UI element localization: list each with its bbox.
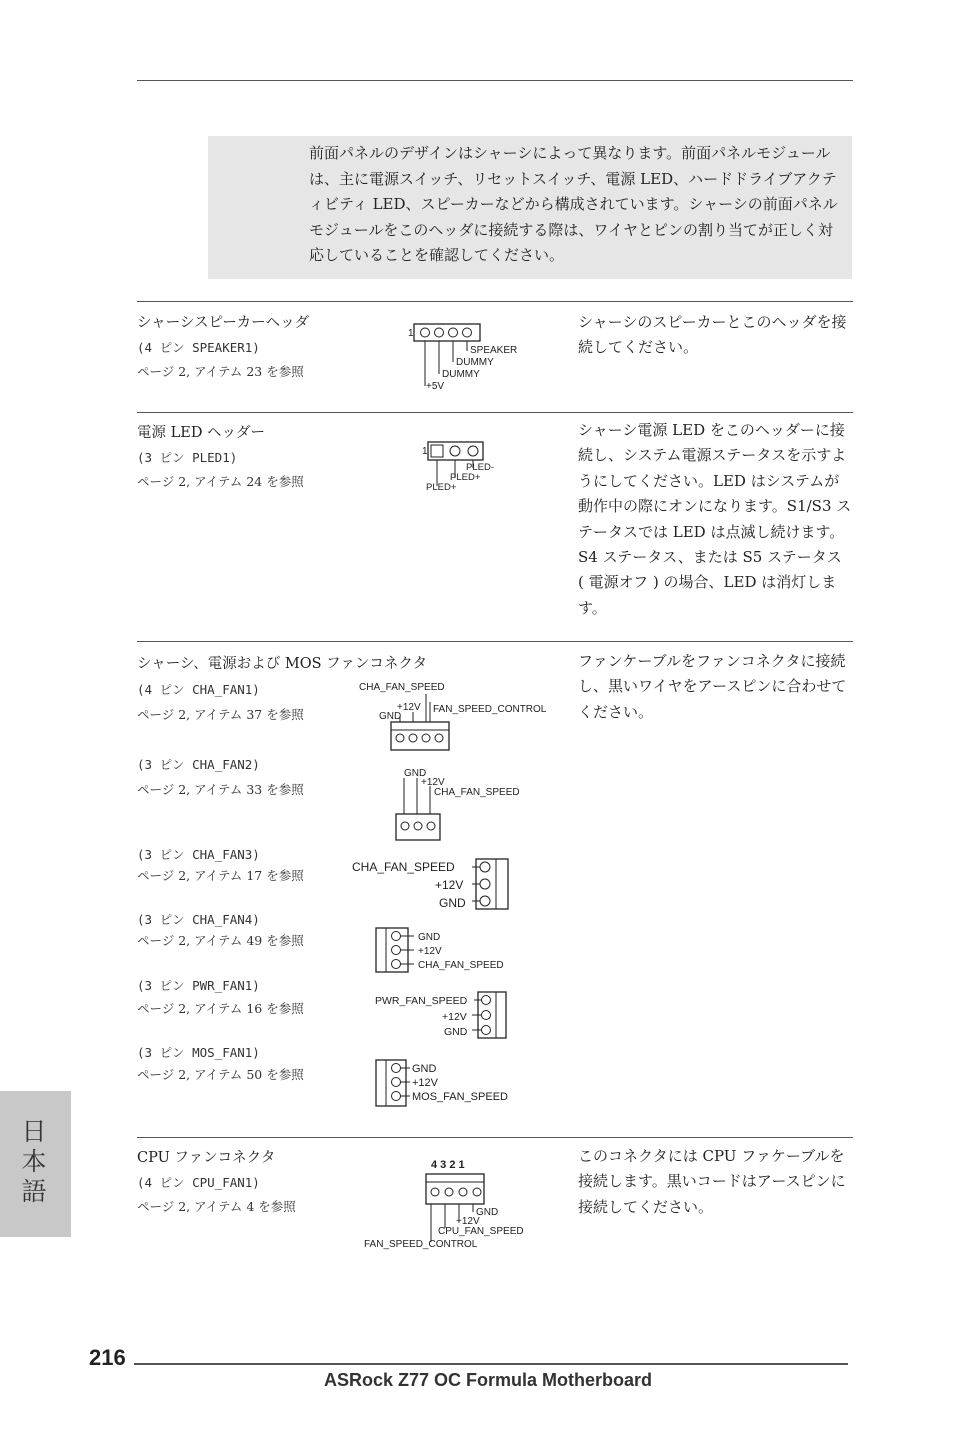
speaker-pin-label: DUMMY xyxy=(456,357,494,368)
section-rule-fans xyxy=(137,641,853,642)
cpu-ref: ページ 2, アイテム 4 を参照 xyxy=(137,1199,296,1214)
top-rule xyxy=(137,80,853,81)
section-rule-pled xyxy=(137,412,853,413)
speaker-pin-label: +5V xyxy=(426,381,445,392)
speaker-title: シャーシスピーカーヘッダ xyxy=(137,315,310,331)
fan-pin-label: +12V xyxy=(418,946,442,957)
speaker-pin-label: DUMMY xyxy=(442,369,480,380)
pwr-fan1-sub: (3 ピン PWR_FAN1) xyxy=(137,978,260,993)
page-number: 216 xyxy=(89,1345,126,1370)
fan-pin-label: FAN_SPEED_CONTROL xyxy=(433,704,547,715)
fan-pin-label: CHA_FAN_SPEED xyxy=(434,787,520,798)
cha-fan2-diagram xyxy=(390,764,540,846)
pled-title: 電源 LED ヘッダー xyxy=(137,425,266,441)
note-text: 前面パネルのデザインはシャーシによって異なります。前面パネルモジュールは、主に電源スイッチ、リセットスイッチ、電源 LED、ハードドライブアクティビティ LED、スピーカーなどから構成されています。シャーシの前面パネルモジュールをこのヘッダに接続する際は、ワイヤとピンの割り当てが正しく対応していることを確認してください。 xyxy=(309,144,838,264)
cha-fan1-ref: ページ 2, アイテム 37 を参照 xyxy=(137,707,304,722)
fan-pin-label: GND xyxy=(412,1063,437,1075)
speaker-header-diagram xyxy=(400,315,530,397)
pled-pin-label: PLED+ xyxy=(450,472,481,483)
language-tab-label: 日本語 xyxy=(21,1117,47,1206)
pwr-fan1-diagram xyxy=(372,990,512,1042)
cpu-pin-numbers: 4 3 2 1 xyxy=(431,1159,465,1171)
cha-fan4-sub: (3 ピン CHA_FAN4) xyxy=(137,912,260,927)
fan-pin-label: +12V xyxy=(421,777,445,788)
cpu-pin-label: FAN_SPEED_CONTROL xyxy=(364,1239,478,1250)
fan-pin-label: +12V xyxy=(435,878,464,892)
section-rule-cpu xyxy=(137,1137,853,1138)
section-rule-speaker xyxy=(137,301,853,302)
cpu-sub: (4 ピン CPU_FAN1) xyxy=(137,1175,260,1190)
footer-title: ASRock Z77 OC Formula Motherboard xyxy=(324,1370,653,1390)
fan-pin-label: +12V xyxy=(412,1077,438,1089)
fan-pin-label: +12V xyxy=(397,702,421,713)
pled-pin1-label: 1 xyxy=(422,446,428,457)
fan-pin-label: GND xyxy=(404,768,427,779)
cpu-fan-diagram xyxy=(360,1154,540,1252)
pled-sub: (3 ピン PLED1) xyxy=(137,450,238,465)
mos-fan1-diagram xyxy=(372,1058,522,1110)
fan-pin-label: GND xyxy=(439,896,466,910)
pled-pin-label: PLED+ xyxy=(426,482,457,493)
cha-fan1-diagram xyxy=(355,678,565,756)
cpu-desc: このコネクタには CPU ファケーブルを接続します。黒いコードはアースピンに接続してください。 xyxy=(578,1147,846,1216)
mos-fan1-ref: ページ 2, アイテム 50 を参照 xyxy=(137,1067,304,1082)
fans-title: シャーシ、電源および MOS ファンコネクタ xyxy=(137,656,428,672)
cha-fan3-sub: (3 ピン CHA_FAN3) xyxy=(137,847,260,862)
fan-pin-label: CHA_FAN_SPEED xyxy=(359,682,445,693)
fan-pin-label: GND xyxy=(379,711,402,722)
cha-fan2-ref: ページ 2, アイテム 33 を参照 xyxy=(137,782,304,797)
pled-desc: シャーシ電源 LED をこのヘッダーに接続し、システム電源ステータスを示すようにしてください。LED はシステムが動作中の際にオンになります。S1/S3 ステータスでは LED は点滅し続けます。S4 ステータス、または S5 ステータス ( 電源オフ ) の場合、LED は消灯します。 xyxy=(578,421,852,617)
pwr-fan1-ref: ページ 2, アイテム 16 を参照 xyxy=(137,1001,304,1016)
speaker-desc: シャーシのスピーカーとこのヘッダを接続してください。 xyxy=(578,313,847,357)
fan-pin-label: GND xyxy=(444,1026,468,1038)
cha-fan3-diagram xyxy=(350,855,520,915)
cha-fan4-diagram xyxy=(372,926,522,976)
cpu-title: CPU ファンコネクタ xyxy=(137,1150,276,1166)
speaker-ref: ページ 2, アイテム 23 を参照 xyxy=(137,364,304,379)
cpu-pin-label: CPU_FAN_SPEED xyxy=(438,1226,524,1237)
fan-pin-label: MOS_FAN_SPEED xyxy=(412,1091,508,1103)
pled-header-diagram xyxy=(418,436,528,496)
fan-pin-label: PWR_FAN_SPEED xyxy=(375,995,468,1007)
pled-pin-label: PLED- xyxy=(466,462,494,473)
footer-rule xyxy=(134,1363,848,1365)
cpu-pin-label: GND xyxy=(476,1207,499,1218)
speaker-pin1-label: 1 xyxy=(408,328,414,339)
mos-fan1-sub: (3 ピン MOS_FAN1) xyxy=(137,1045,260,1060)
fan-pin-label: CHA_FAN_SPEED xyxy=(352,860,455,874)
fan-pin-label: +12V xyxy=(442,1011,467,1023)
cpu-pin-label: +12V xyxy=(456,1216,480,1227)
cha-fan1-sub: (4 ピン CHA_FAN1) xyxy=(137,682,260,697)
cha-fan3-ref: ページ 2, アイテム 17 を参照 xyxy=(137,868,304,883)
speaker-pin-label: SPEAKER xyxy=(470,345,518,356)
cha-fan4-ref: ページ 2, アイテム 49 を参照 xyxy=(137,933,304,948)
fan-pin-label: CHA_FAN_SPEED xyxy=(418,960,504,971)
fans-desc: ファンケーブルをファンコネクタに接続し、黒いワイヤをアースピンに合わせてください。 xyxy=(578,652,847,721)
pled-ref: ページ 2, アイテム 24 を参照 xyxy=(137,474,304,489)
cha-fan2-sub: (3 ピン CHA_FAN2) xyxy=(137,757,260,772)
speaker-sub: (4 ピン SPEAKER1) xyxy=(137,340,260,355)
fan-pin-label: GND xyxy=(418,932,441,943)
